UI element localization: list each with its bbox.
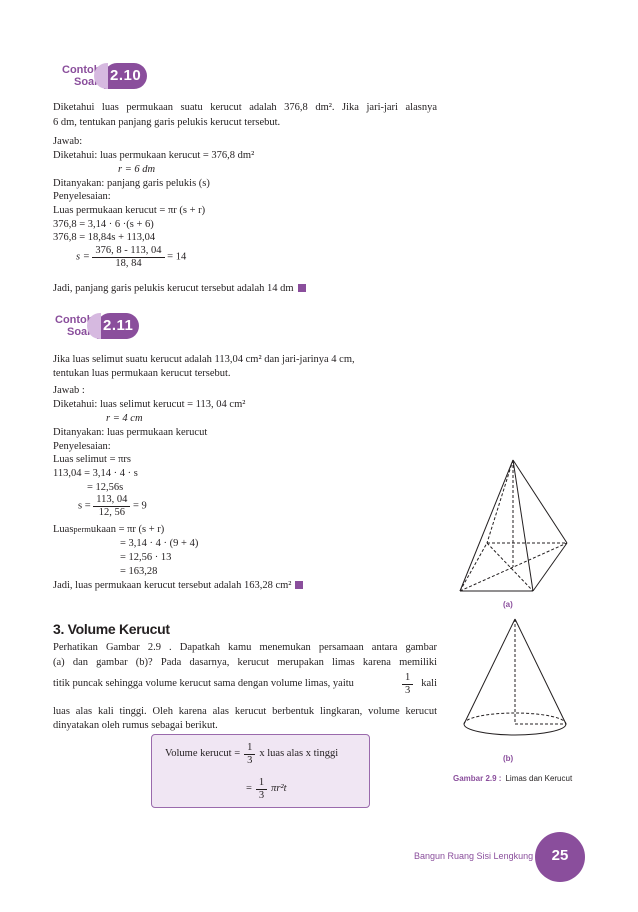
jawab-label: Jawab :: [53, 385, 85, 396]
solution-step1: Luas selimut = πrs: [53, 454, 132, 465]
fraction-denominator: 3: [247, 754, 253, 766]
ditanyakan-line: Ditanyakan: luas permukaan kerucut: [53, 427, 208, 438]
fraction-denominator: 3: [405, 684, 411, 696]
paragraph-line3: [53, 668, 437, 700]
diketahui-radius: r = 6 dm: [118, 164, 156, 175]
formula-line2: [246, 775, 287, 803]
fraction-equation: [78, 494, 147, 519]
fraction: [93, 494, 130, 519]
luas-permukaan-line: [53, 523, 164, 537]
formula-box: [151, 734, 370, 808]
fraction-denominator: 18, 84: [115, 258, 142, 269]
formula-line1-lhs: Volume kerucut =: [165, 748, 241, 760]
page-number: 25: [551, 847, 569, 864]
fraction-lhs: s =: [76, 251, 90, 263]
page-number-badge: [535, 832, 585, 882]
fraction-equation: [76, 245, 186, 270]
fraction-rhs: = 14: [167, 251, 187, 263]
paragraph-line1: Perhatikan Gambar 2.9 . Dapatkah kamu menemukan persamaan antara gambar: [53, 642, 437, 653]
section-heading: 3. Volume Kerucut: [53, 621, 170, 637]
example-badge-2-10: [60, 63, 140, 91]
badge-word-soal: Soal: [67, 326, 91, 338]
lp-word-b: perm: [73, 524, 91, 534]
fraction-numerator: 376, 8 - 113, 04: [92, 245, 164, 258]
paragraph-line2: (a) dan gambar (b)? Pada dasarnya, kerucut merupakan limas karena memiliki: [53, 657, 437, 668]
problem-text-line1: Jika luas selimut suatu kerucut adalah 113,04 cm² dan jari-jarinya 4 cm,: [53, 354, 355, 365]
lp-step2: = 3,14 · 4 · (9 + 4): [120, 538, 199, 549]
formula-line1: [165, 740, 338, 768]
formula-fraction-1: [244, 742, 255, 767]
solution-step3: 376,8 = 18,84s + 113,04: [53, 232, 156, 243]
fraction-numerator: 1: [244, 742, 255, 755]
penyelesaian-label: Penyelesaian:: [53, 441, 111, 452]
chapter-title: Bangun Ruang Sisi Lengkung: [414, 851, 534, 861]
fraction-numerator: 113, 04: [93, 494, 130, 507]
fraction-denominator: 12, 56: [98, 507, 125, 518]
lp-word-c: ukaan = πr (s + r): [90, 524, 165, 535]
paragraph-line3-b: kali: [421, 678, 437, 690]
formula-line2-rhs: πr²t: [271, 783, 287, 795]
fraction: [92, 245, 164, 270]
conclusion-text: Jadi, luas permukaan kerucut tersebut adalah 163,28 cm²: [53, 580, 292, 591]
badge-number: 2.11: [97, 313, 139, 339]
formula-fraction-2: [256, 777, 267, 802]
paragraph-line5: dinyatakan oleh rumus sebagai berikut.: [53, 720, 218, 731]
jawab-label: Jawab:: [53, 136, 83, 147]
diketahui-radius: r = 4 cm: [106, 413, 143, 424]
problem-text-line2: 6 dm, tentukan panjang garis pelukis kerucut tersebut.: [53, 117, 281, 128]
diketahui-line: Diketahui: luas permukaan kerucut = 376,8 dm²: [53, 150, 255, 161]
solution-step2: 113,04 = 3,14 · 4 · s: [53, 468, 138, 479]
problem-text-line2: tentukan luas permukaan kerucut tersebut.: [53, 368, 231, 379]
caption-text: Limas dan Kerucut: [505, 774, 573, 783]
fraction-numerator: 1: [402, 672, 413, 685]
formula-line2-lhs: =: [246, 783, 252, 795]
figure-label-b: (b): [503, 754, 514, 763]
end-square-icon: [298, 284, 306, 292]
pyramid-figure: [450, 450, 590, 600]
badge-number: 2.10: [104, 63, 147, 89]
paragraph-line3-a: titik puncak sehingga volume kerucut sama dengan volume limas, yaitu: [53, 678, 354, 690]
conclusion-line: [53, 579, 303, 593]
badge-word-contoh: Contoh: [62, 64, 101, 76]
fraction-numerator: 1: [256, 777, 267, 790]
solution-step2: 376,8 = 3,14 · 6 ·(s + 6): [53, 219, 154, 230]
conclusion-line: [53, 282, 306, 296]
end-square-icon: [295, 581, 303, 589]
fraction-denominator: 3: [258, 789, 265, 801]
badge-word-contoh: Contoh: [55, 314, 94, 326]
problem-text-line1: Diketahui luas permukaan suatu kerucut adalah 376,8 dm². Jika jari-jari alasnya: [53, 102, 437, 113]
inline-fraction: [402, 672, 413, 697]
solution-step3: = 12,56s: [87, 482, 124, 493]
diketahui-line: Diketahui: luas selimut kerucut = 113, 04 cm²: [53, 399, 246, 410]
cone-figure: [455, 614, 580, 749]
figure-caption: [453, 768, 572, 786]
penyelesaian-label: Penyelesaian:: [53, 191, 111, 202]
lp-word-a: Luas: [53, 524, 74, 535]
example-badge-2-11: [53, 313, 133, 341]
formula-line1-rhs: x luas alas x tinggi: [259, 748, 339, 760]
fraction-lhs: s =: [78, 500, 91, 512]
lp-step3: = 12,56 · 13: [120, 552, 172, 563]
caption-label: Gambar 2.9 :: [453, 774, 502, 783]
badge-word-soal: Soal: [74, 76, 98, 88]
fraction-rhs: = 9: [133, 500, 147, 512]
conclusion-text: Jadi, panjang garis pelukis kerucut tersebut adalah 14 dm: [53, 283, 294, 294]
lp-step4: = 163,28: [120, 566, 158, 577]
ditanyakan-line: Ditanyakan: panjang garis pelukis (s): [53, 178, 210, 189]
solution-step1: Luas permukaan kerucut = πr (s + r): [53, 205, 206, 216]
paragraph-line4: luas alas kali tinggi. Oleh karena alas kerucut berbentuk lingkaran, volume kerucut: [53, 706, 437, 717]
figure-label-a: (a): [503, 600, 513, 609]
